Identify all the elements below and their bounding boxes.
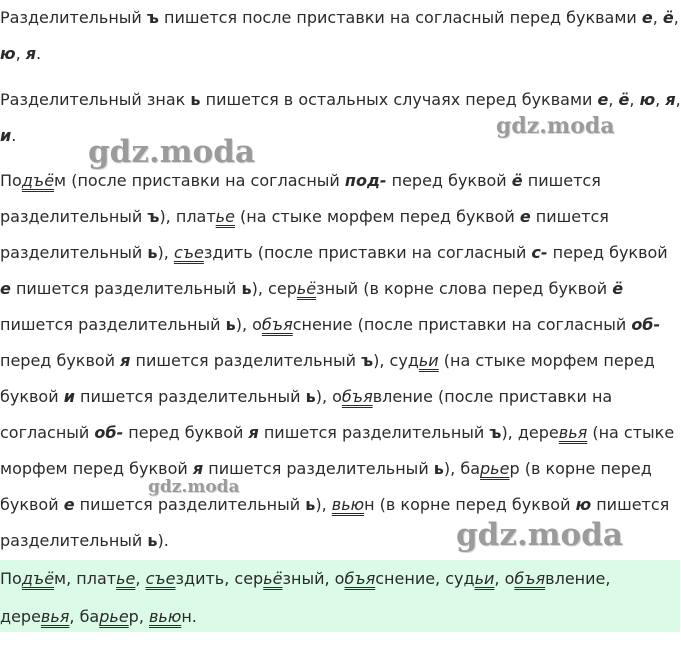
rule2-line1: Разделительный знак ь пишется в остальных случаях перед буквами е, ё, ю, я, (0, 90, 681, 109)
explanation-line: пишется разделительный ь), объяснение (после приставки на согласный об- (0, 315, 661, 334)
explanation-line: разделительный ь), съездить (после приставки на согласный с- перед буквой (0, 243, 668, 262)
explanation-line: разделительный ъ), платье (на стыке морфем перед буквой е пишется (0, 207, 609, 226)
rule1-line1: Разделительный ъ пишется после приставки на согласный перед буквами е, ё, (0, 8, 679, 27)
watermark: gdz.moda (148, 477, 240, 497)
watermark: gdz.moda (456, 517, 623, 553)
answer-line: деревья, барьер, вьюн. (0, 607, 197, 626)
explanation-line: Подъём (после приставки на согласный под- перед буквой ё пишется (0, 171, 601, 190)
watermark: gdz.moda (88, 134, 255, 170)
explanation-line: буквой е пишется разделительный ь), вьюн (в корне перед буквой ю пишется (0, 495, 670, 514)
answer-line: Подъём, платье, съездить, серьёзный, объяснение, судьи, объявление, (0, 569, 611, 588)
explanation-line: перед буквой я пишется разделительный ъ), судьи (на стыке морфем перед (0, 351, 655, 370)
rule1-line2: ю, я. (0, 44, 42, 63)
watermark: gdz.moda (496, 113, 615, 139)
explanation-line: буквой и пишется разделительный ь), объявление (после приставки на (0, 387, 613, 406)
explanation-line: е пишется разделительный ь), серьёзный (в корне слова перед буквой ё (0, 279, 624, 298)
explanation-line: разделительный ь). (0, 531, 169, 550)
rule2-line2: и. (0, 126, 17, 145)
explanation-line: морфем перед буквой я пишется разделительный ь), барьер (в корне перед (0, 459, 652, 478)
explanation-line: согласный об- перед буквой я пишется разделительный ъ), деревья (на стыке (0, 423, 675, 442)
